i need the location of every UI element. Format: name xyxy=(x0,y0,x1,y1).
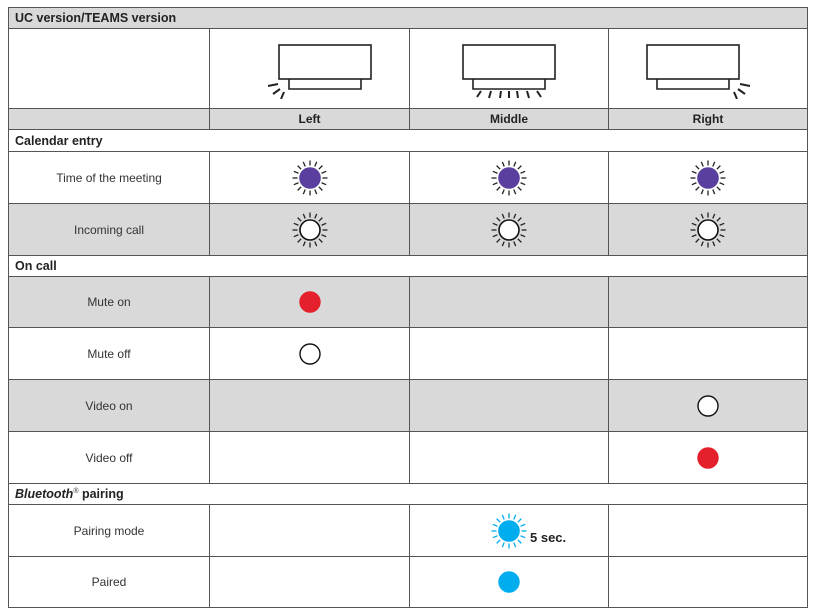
column-header-right: Right xyxy=(692,112,724,126)
section-header-oncall xyxy=(8,255,808,276)
table-row-video-on xyxy=(8,379,808,431)
device-right-light-icon xyxy=(638,39,778,99)
solid-white-light-icon xyxy=(695,393,721,419)
table-title-row xyxy=(8,7,808,28)
column-header-middle: Middle xyxy=(490,112,528,126)
device-middle-light-icon xyxy=(439,39,579,99)
row-label-video-on: Video on xyxy=(85,398,133,413)
solid-white-light-icon xyxy=(297,341,323,367)
table-row-time-of-meeting xyxy=(8,151,808,203)
table-row-video-off xyxy=(8,431,808,483)
blinking-white-light-icon xyxy=(290,210,330,250)
row-label-pairing-mode: Pairing mode xyxy=(73,523,145,538)
blinking-purple-light-icon xyxy=(489,158,529,198)
blinking-white-light-icon xyxy=(688,210,728,250)
device-image-row xyxy=(8,28,808,108)
row-label-mute-on: Mute on xyxy=(87,295,131,309)
device-left-light-image xyxy=(209,29,409,108)
solid-red-light-icon xyxy=(297,289,323,315)
blinking-white-light-icon xyxy=(489,210,529,250)
section-title-oncall: On call xyxy=(15,259,57,273)
table-title: UC version/TEAMS version xyxy=(15,11,177,25)
row-label-time-of-meeting: Time of the meeting xyxy=(56,170,162,185)
section-title-bluetooth: Bluetooth® pairing xyxy=(15,487,124,501)
section-header-calendar xyxy=(8,129,808,151)
device-right-light-image xyxy=(608,29,807,108)
device-middle-light-image xyxy=(409,29,608,108)
row-label-incoming-call: Incoming call xyxy=(73,222,145,237)
row-label-mute-off: Mute off xyxy=(87,346,131,361)
table-row-pairing-mode xyxy=(8,504,808,556)
row-label-video-off: Video off xyxy=(85,450,133,465)
row-label-paired: Paired xyxy=(91,575,127,589)
blinking-purple-light-icon xyxy=(688,158,728,198)
column-header-row xyxy=(8,108,808,129)
table-row-paired xyxy=(8,556,808,607)
led-status-table xyxy=(8,7,808,608)
solid-blue-light-icon xyxy=(496,569,522,595)
table-row-mute-on xyxy=(8,276,808,327)
device-left-light-icon xyxy=(240,39,380,99)
table-row-mute-off xyxy=(8,327,808,379)
table-row-incoming-call xyxy=(8,203,808,255)
solid-red-light-icon xyxy=(695,445,721,471)
blinking-purple-light-icon xyxy=(290,158,330,198)
section-title-calendar: Calendar entry xyxy=(15,133,103,148)
column-header-left: Left xyxy=(298,112,321,126)
blinking-blue-light-icon xyxy=(489,511,529,551)
section-header-bluetooth xyxy=(8,483,808,504)
pairing-duration-label: 5 sec. xyxy=(530,530,567,545)
table-bottom-border xyxy=(8,607,808,608)
